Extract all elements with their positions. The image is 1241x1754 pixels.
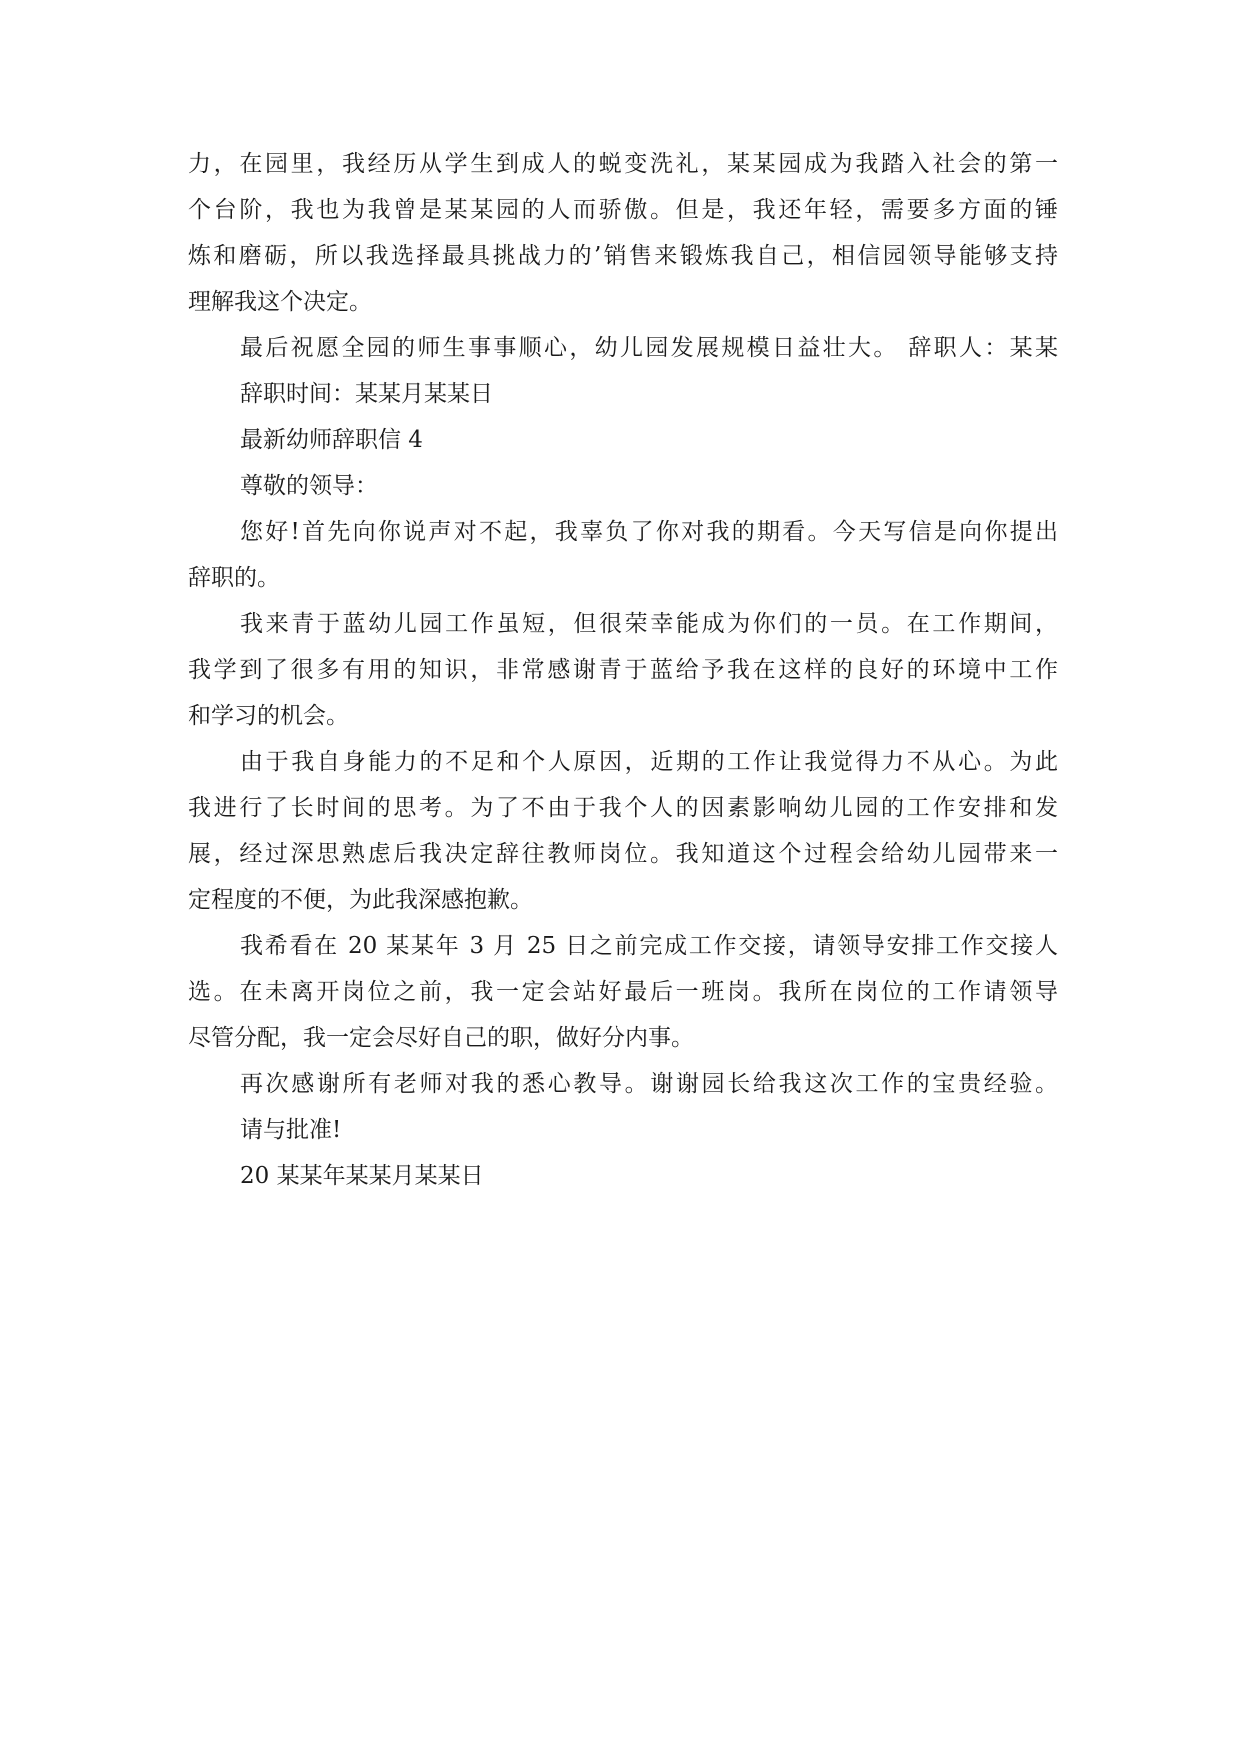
section-title: 最新幼师辞职信 4 <box>240 427 423 453</box>
text-line: 辞职的。 <box>188 565 280 591</box>
text-line: 定程度的不便，为此我深感抱歉。 <box>188 887 533 913</box>
salutation: 尊敬的领导： <box>240 473 378 499</box>
text-line: 我来青于蓝幼儿园工作虽短，但很荣幸能成为你们的一员。在工作期间， <box>240 611 1058 637</box>
text-line: 力，在园里，我经历从学生到成人的蜕变洗礼，某某园成为我踏入社会的第一 <box>188 151 1058 177</box>
text-line: 和学习的机会。 <box>188 703 349 729</box>
text-line: 最后祝愿全园的师生事事顺心，幼儿园发展规模日益壮大。 辞职人：某某 <box>240 335 1058 361</box>
closing-line: 请与批准! <box>240 1117 342 1143</box>
text-line: 理解我这个决定。 <box>188 289 372 315</box>
text-line: 个台阶，我也为我曾是某某园的人而骄傲。但是，我还年轻，需要多方面的锤 <box>188 197 1058 223</box>
text-line: 您好!首先向你说声对不起，我辜负了你对我的期看。今天写信是向你提出 <box>240 519 1058 545</box>
text-line: 辞职时间：某某月某某日 <box>240 381 493 407</box>
text-line: 展，经过深思熟虑后我决定辞往教师岗位。我知道这个过程会给幼儿园带来一 <box>188 841 1058 867</box>
date-line: 20 某某年某某月某某日 <box>240 1163 484 1189</box>
text-line: 我进行了长时间的思考。为了不由于我个人的因素影响幼儿园的工作安排和发 <box>188 795 1058 821</box>
text-line: 我学到了很多有用的知识，非常感谢青于蓝给予我在这样的良好的环境中工作 <box>188 657 1058 683</box>
text-line: 我希看在 20 某某年 3 月 25 日之前完成工作交接，请领导安排工作交接人 <box>240 933 1058 959</box>
text-line: 由于我自身能力的不足和个人原因，近期的工作让我觉得力不从心。为此 <box>240 749 1058 775</box>
text-line: 选。在未离开岗位之前，我一定会站好最后一班岗。我所在岗位的工作请领导 <box>188 979 1058 1005</box>
text-line: 炼和磨砺，所以我选择最具挑战力的’销售来锻炼我自己，相信园领导能够支持 <box>188 243 1058 269</box>
text-line: 再次感谢所有老师对我的悉心教导。谢谢园长给我这次工作的宝贵经验。 <box>240 1071 1058 1097</box>
text-line: 尽管分配，我一定会尽好自己的职，做好分内事。 <box>188 1025 694 1051</box>
